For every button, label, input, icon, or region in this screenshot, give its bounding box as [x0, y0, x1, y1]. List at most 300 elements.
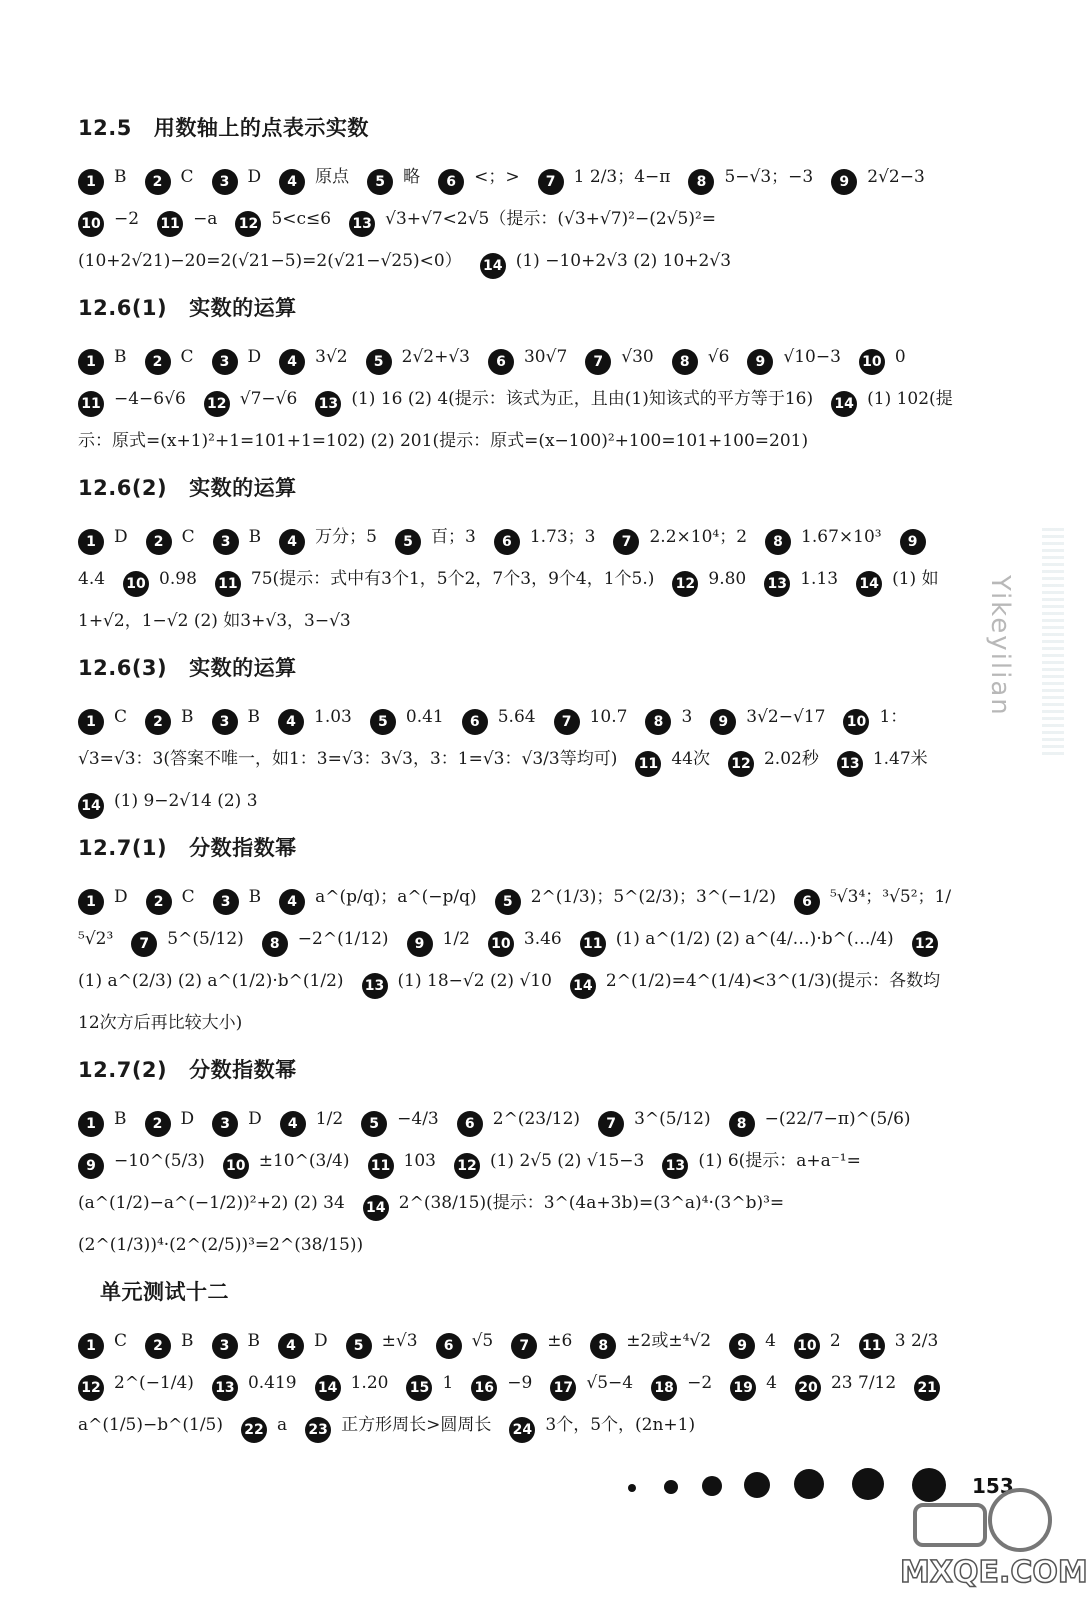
- question-number-badge: 10: [78, 211, 104, 237]
- answer-item: [795, 1373, 897, 1396]
- answer-item: [145, 1331, 194, 1354]
- section-title: [78, 112, 958, 142]
- answer-text: 1.73；3: [529, 527, 596, 547]
- question-number-badge: 10: [843, 709, 869, 735]
- answer-item: [859, 347, 906, 370]
- question-number-badge: 13: [212, 1375, 238, 1401]
- answer-text: 5−√3；−3: [724, 167, 814, 187]
- question-number-badge: 13: [315, 391, 341, 417]
- answer-item: [494, 527, 596, 550]
- question-number-badge: 17: [550, 1375, 576, 1401]
- answer-text: 2^(38/15)(提示：3^(4a+3b)=(3^a)⁴·(3^b)³=(2^(1/3))⁴·(2^(2/5))³=2^(38/15)): [78, 1193, 785, 1255]
- answer-text: ±√3: [381, 1331, 418, 1351]
- question-number-badge: 10: [223, 1153, 249, 1179]
- section-title: [78, 652, 958, 682]
- answer-item: [672, 347, 730, 370]
- answer-text: 75(提示：式中有3个1，5个2，7个3，9个4，1个5.): [250, 569, 655, 589]
- question-number-badge: 5: [395, 529, 421, 555]
- answer-item: [361, 1109, 439, 1132]
- question-number-badge: 3: [212, 1111, 238, 1137]
- question-number-badge: 8: [729, 1111, 755, 1137]
- answer-item: [729, 1109, 911, 1132]
- answer-section: [78, 1054, 958, 1266]
- answer-list: [78, 336, 958, 462]
- section-number: 12.6(1): [78, 296, 168, 320]
- answer-text: B: [114, 347, 127, 367]
- answer-item: [278, 1331, 328, 1354]
- answer-item: [278, 707, 352, 730]
- answer-text: 5.64: [497, 707, 536, 727]
- answer-text: 2^(23/12): [492, 1109, 581, 1129]
- question-number-badge: 8: [672, 349, 698, 375]
- question-number-badge: 12: [454, 1153, 480, 1179]
- answer-text: 9.80: [708, 569, 747, 589]
- answer-text: C: [181, 527, 195, 547]
- question-number-badge: 11: [157, 211, 183, 237]
- answer-item: [598, 1109, 711, 1132]
- answer-text: 103: [403, 1151, 436, 1171]
- answer-item: [78, 1373, 194, 1396]
- answer-text: B: [181, 1331, 194, 1351]
- dot: [852, 1468, 884, 1500]
- answer-text: B: [248, 527, 262, 547]
- question-number-badge: 7: [585, 349, 611, 375]
- answer-list: [78, 876, 958, 1044]
- answer-item: [212, 1373, 297, 1396]
- answer-text: 0: [894, 347, 906, 367]
- answer-text: √5: [471, 1331, 494, 1351]
- answer-item: [315, 1373, 389, 1396]
- answer-text: (1) a^(1/2) (2) a^(4/…)·b^(…/4): [615, 929, 894, 949]
- watermark-text: MXQE.COM: [900, 1555, 1088, 1590]
- answer-item: [538, 167, 671, 190]
- answer-section: [78, 292, 958, 462]
- answer-text: 2√2−3: [867, 167, 925, 187]
- question-number-badge: 6: [462, 709, 488, 735]
- answer-item: [730, 1373, 777, 1396]
- question-number-badge: 7: [554, 709, 580, 735]
- answer-item: [728, 749, 819, 772]
- answer-item: [78, 707, 128, 730]
- answer-item: [462, 707, 536, 730]
- question-number-badge: 23: [305, 1417, 331, 1443]
- answer-item: [480, 251, 732, 274]
- answer-item: [859, 1331, 939, 1354]
- answer-text: 2^(−1/4): [114, 1373, 194, 1393]
- question-number-badge: 12: [912, 931, 938, 957]
- question-number-badge: 1: [78, 169, 104, 195]
- question-number-badge: 11: [859, 1333, 885, 1359]
- question-number-badge: 18: [651, 1375, 677, 1401]
- question-number-badge: 9: [407, 931, 433, 957]
- answer-text: √3+√7<2√5（提示：(√3+√7)²−(2√5)²=(10+2√21)−20=2(√21−5)=2(√21−√25)<0）: [78, 209, 717, 271]
- answer-text: 44次: [671, 749, 710, 769]
- question-number-badge: 9: [831, 169, 857, 195]
- answer-text: 略: [403, 167, 421, 187]
- answer-text: D: [114, 887, 128, 907]
- question-number-badge: 1: [78, 349, 104, 375]
- answer-text: 1 2/3；4−π: [573, 167, 671, 187]
- answer-text: 2√2+√3: [401, 347, 470, 367]
- answer-item: [438, 167, 520, 190]
- section-title: [78, 832, 958, 862]
- answer-text: √30: [621, 347, 654, 367]
- answer-item: [554, 707, 628, 730]
- section-heading: 实数的运算: [189, 656, 297, 680]
- answer-section: [78, 832, 958, 1044]
- answer-item: [550, 1373, 634, 1396]
- answer-section: [78, 472, 958, 642]
- answer-text: 3√2: [315, 347, 348, 367]
- answer-text: 3.46: [523, 929, 562, 949]
- answer-text: (1) 18−√2 (2) √10: [397, 971, 552, 991]
- answer-text: D: [247, 347, 262, 367]
- answer-text: C: [114, 707, 128, 727]
- answer-item: [315, 389, 814, 412]
- answer-text: B: [248, 887, 262, 907]
- answer-item: [204, 389, 298, 412]
- answer-text: −9: [507, 1373, 533, 1393]
- answer-item: [212, 167, 262, 190]
- answer-text: B: [181, 707, 194, 727]
- answer-text: (1) 9−2√14 (2) 3: [114, 791, 258, 811]
- answer-item: [215, 569, 655, 592]
- question-number-badge: 7: [511, 1333, 537, 1359]
- answer-list: [78, 156, 958, 282]
- answer-list: [78, 1320, 958, 1446]
- answer-text: (1) 6(提示：a+a⁻¹=(a^(1/2)−a^(−1/2))²+2) (2) 34: [78, 1151, 861, 1213]
- answer-text: 10.7: [589, 707, 628, 727]
- question-number-badge: 9: [747, 349, 773, 375]
- answer-list: [78, 1098, 958, 1266]
- answer-item: [78, 347, 127, 370]
- answer-text: 3个，5个，(2n+1): [545, 1415, 696, 1435]
- question-number-badge: 21: [914, 1375, 940, 1401]
- answer-text: C: [114, 1331, 128, 1351]
- section-heading: 实数的运算: [189, 476, 297, 500]
- answer-text: <；>: [474, 167, 520, 187]
- dot: [628, 1484, 636, 1492]
- answer-text: 3√2−√17: [746, 707, 826, 727]
- section-number: 12.7(1): [78, 836, 168, 860]
- answer-item: [367, 167, 421, 190]
- question-number-badge: 16: [471, 1375, 497, 1401]
- answer-text: 30√7: [523, 347, 568, 367]
- question-number-badge: 6: [438, 169, 464, 195]
- answer-text: D: [314, 1331, 328, 1351]
- question-number-badge: 12: [672, 571, 698, 597]
- answer-section: [78, 1276, 958, 1446]
- answer-item: [511, 1331, 573, 1354]
- answer-text: 1: [442, 1373, 454, 1393]
- answer-item: [747, 347, 841, 370]
- answer-item: [495, 887, 776, 910]
- answer-text: 1/2: [315, 1109, 344, 1129]
- question-number-badge: 4: [279, 529, 305, 555]
- answer-item: [145, 167, 194, 190]
- answer-text: −2^(1/12): [297, 929, 389, 949]
- answer-item: [78, 791, 258, 814]
- question-number-badge: 5: [361, 1111, 387, 1137]
- answer-item: [590, 1331, 712, 1354]
- answer-text: C: [180, 347, 194, 367]
- answer-text: −4−6√6: [114, 389, 186, 409]
- answer-item: [585, 347, 654, 370]
- question-number-badge: 10: [488, 931, 514, 957]
- answer-item: [212, 1109, 262, 1132]
- question-number-badge: 7: [131, 931, 157, 957]
- answer-text: ±6: [547, 1331, 573, 1351]
- answer-page: [78, 112, 958, 1456]
- answer-text: 1.20: [350, 1373, 389, 1393]
- answer-text: 正方形周长>圆周长: [341, 1415, 492, 1435]
- question-number-badge: 8: [590, 1333, 616, 1359]
- question-number-badge: 7: [598, 1111, 624, 1137]
- question-number-badge: 13: [662, 1153, 688, 1179]
- question-number-badge: 5: [346, 1333, 372, 1359]
- question-number-badge: 5: [495, 889, 521, 915]
- answer-item: [212, 1331, 261, 1354]
- answer-text: D: [247, 167, 262, 187]
- question-number-badge: 5: [370, 709, 396, 735]
- answer-item: [279, 167, 350, 190]
- section-title: [78, 472, 958, 502]
- answer-item: [78, 167, 127, 190]
- answer-list: [78, 516, 958, 642]
- question-number-badge: 7: [538, 169, 564, 195]
- question-number-badge: 8: [262, 931, 288, 957]
- answer-text: B: [114, 1109, 127, 1129]
- question-number-badge: 4: [278, 709, 304, 735]
- answer-item: [366, 347, 470, 370]
- question-number-badge: 2: [145, 169, 171, 195]
- answer-text: 0.419: [247, 1373, 297, 1393]
- dot: [664, 1480, 678, 1494]
- answer-item: [688, 167, 814, 190]
- answer-item: [146, 527, 195, 550]
- answer-text: 4.4: [78, 569, 106, 589]
- answer-item: [262, 929, 389, 952]
- answer-item: [471, 1373, 533, 1396]
- question-number-badge: 8: [688, 169, 714, 195]
- question-number-badge: 12: [235, 211, 261, 237]
- answer-text: 2.02秒: [763, 749, 819, 769]
- answer-item: [794, 1331, 841, 1354]
- answer-item: [765, 527, 882, 550]
- question-number-badge: 9: [78, 1153, 104, 1179]
- answer-text: B: [114, 167, 127, 187]
- answer-item: [279, 347, 348, 370]
- answer-item: [457, 1109, 581, 1132]
- question-number-badge: 8: [645, 709, 671, 735]
- section-title: [78, 292, 958, 322]
- section-title: [78, 1054, 958, 1084]
- answer-item: [362, 971, 552, 994]
- answer-text: 1/2: [442, 929, 470, 949]
- answer-item: [146, 887, 195, 910]
- question-number-badge: 14: [480, 253, 506, 279]
- answer-text: (1) 102(提示：原式=(x+1)²+1=101+1=102) (2) 201(提示：原式=(x−100)²+100=101+100=201): [78, 389, 953, 451]
- answer-text: ±10^(3/4): [258, 1151, 350, 1171]
- answer-item: [635, 749, 710, 772]
- question-number-badge: 8: [765, 529, 791, 555]
- answer-item: [78, 1109, 127, 1132]
- answer-text: 万分；5: [315, 527, 377, 547]
- answer-text: √5−4: [586, 1373, 634, 1393]
- answer-text: a: [277, 1415, 288, 1435]
- answer-item: [78, 1151, 205, 1174]
- question-number-badge: 4: [278, 1333, 304, 1359]
- answer-text: −10^(5/3): [114, 1151, 205, 1171]
- answer-text: 1：√3=√3：3(答案不唯一，如1：3=√3：3√3，3：1=√3：√3/3等均可): [78, 707, 908, 769]
- answer-text: 1.13: [800, 569, 839, 589]
- answer-item: [613, 527, 748, 550]
- answer-text: √7−√6: [239, 389, 298, 409]
- answer-item: [213, 887, 262, 910]
- question-number-badge: 20: [795, 1375, 821, 1401]
- answer-text: 23 7/12: [830, 1373, 897, 1393]
- answer-item: [212, 707, 261, 730]
- side-watermark-text: Yikeyilian: [985, 575, 1015, 717]
- answer-text: −4/3: [397, 1109, 439, 1129]
- question-number-badge: 13: [349, 211, 375, 237]
- answer-text: −2: [114, 209, 140, 229]
- answer-section: [78, 652, 958, 822]
- answer-text: −(22/7−π)^(5/6): [764, 1109, 911, 1129]
- question-number-badge: 11: [368, 1153, 394, 1179]
- section-heading: 分数指数幂: [189, 1058, 297, 1082]
- question-number-badge: 15: [406, 1375, 432, 1401]
- answer-text: B: [247, 1331, 261, 1351]
- section-number: 12.6(3): [78, 656, 168, 680]
- question-number-badge: 3: [212, 349, 238, 375]
- answer-section: [78, 112, 958, 282]
- answer-item: [145, 1109, 195, 1132]
- answer-item: [157, 209, 218, 232]
- answer-text: (1) a^(2/3) (2) a^(1/2)·b^(1/2): [78, 971, 344, 991]
- answer-item: [280, 1109, 344, 1132]
- answer-item: [78, 1331, 128, 1354]
- question-number-badge: 4: [279, 169, 305, 195]
- answer-item: [488, 929, 562, 952]
- answer-text: 2.2×10⁴；2: [649, 527, 748, 547]
- answer-item: [710, 707, 826, 730]
- section-number: 12.7(2): [78, 1058, 168, 1082]
- answer-text: 4: [766, 1373, 777, 1393]
- answer-text: −a: [193, 209, 218, 229]
- question-number-badge: 11: [635, 751, 661, 777]
- section-heading: 单元测试十二: [100, 1280, 229, 1304]
- dot: [702, 1476, 722, 1496]
- question-number-badge: 12: [204, 391, 230, 417]
- answer-item: [509, 1415, 696, 1438]
- dot: [794, 1469, 824, 1499]
- question-number-badge: 9: [900, 529, 926, 555]
- answer-text: a^(p/q)；a^(−p/q): [315, 887, 477, 907]
- answer-item: [764, 569, 839, 592]
- answer-text: (1) 2√5 (2) √15−3: [489, 1151, 645, 1171]
- answer-text: (1) 如1+√2，1−√2 (2) 如3+√3，3−√3: [78, 569, 939, 631]
- answer-text: 4: [765, 1331, 776, 1351]
- question-number-badge: 6: [488, 349, 514, 375]
- question-number-badge: 12: [78, 1375, 104, 1401]
- answer-item: [78, 527, 128, 550]
- answer-text: D: [114, 527, 128, 547]
- answer-text: 5^(5/12): [167, 929, 244, 949]
- section-heading: 实数的运算: [189, 296, 297, 320]
- question-number-badge: 3: [212, 709, 238, 735]
- question-number-badge: 14: [831, 391, 857, 417]
- answer-item: [395, 527, 476, 550]
- answer-item: [213, 527, 262, 550]
- answer-text: −2: [687, 1373, 713, 1393]
- question-number-badge: 2: [145, 1333, 171, 1359]
- answer-item: [580, 929, 894, 952]
- answer-item: [123, 569, 197, 592]
- answer-text: (1) 16 (2) 4(提示：该式为正，且由(1)知该式的平方等于16): [351, 389, 814, 409]
- answer-item: [406, 1373, 454, 1396]
- question-number-badge: 4: [279, 889, 305, 915]
- answer-item: [78, 389, 186, 412]
- question-number-badge: 24: [509, 1417, 535, 1443]
- answer-text: 2^(1/3)；5^(2/3)；3^(−1/2): [530, 887, 776, 907]
- answer-text: 5<c≤6: [271, 209, 332, 229]
- answer-item: [370, 707, 444, 730]
- question-number-badge: 1: [78, 529, 104, 555]
- answer-text: 3: [681, 707, 693, 727]
- section-heading: 分数指数幂: [189, 836, 297, 860]
- question-number-badge: 2: [145, 349, 171, 375]
- question-number-badge: 6: [457, 1111, 483, 1137]
- answer-item: [837, 749, 928, 772]
- answer-text: 1.67×10³: [801, 527, 882, 547]
- question-number-badge: 13: [837, 751, 863, 777]
- answer-item: [672, 569, 747, 592]
- answer-item: [241, 1415, 288, 1438]
- question-number-badge: 3: [212, 1333, 238, 1359]
- question-number-badge: 9: [710, 709, 736, 735]
- answer-text: 1.47米: [872, 749, 928, 769]
- answer-item: [488, 347, 568, 370]
- answer-text: 0.98: [159, 569, 197, 589]
- answer-text: 1.03: [314, 707, 352, 727]
- answer-text: a^(1/5)−b^(1/5): [78, 1415, 223, 1435]
- question-number-badge: 14: [363, 1195, 389, 1221]
- answer-text: 百；3: [430, 527, 476, 547]
- answer-text: 3 2/3: [894, 1331, 939, 1351]
- question-number-badge: 14: [315, 1375, 341, 1401]
- question-number-badge: 11: [78, 391, 104, 417]
- answer-text: 原点: [315, 167, 350, 187]
- answer-item: [368, 1151, 436, 1174]
- answer-item: [436, 1331, 494, 1354]
- answer-item: [235, 209, 332, 232]
- page-number: 153: [972, 1474, 1014, 1498]
- question-number-badge: 22: [241, 1417, 267, 1443]
- section-title: [78, 1276, 958, 1306]
- side-decoration: [1042, 525, 1064, 755]
- question-number-badge: 10: [859, 349, 885, 375]
- question-number-badge: 6: [494, 529, 520, 555]
- answer-item: [145, 347, 194, 370]
- answer-text: 2: [829, 1331, 841, 1351]
- question-number-badge: 7: [613, 529, 639, 555]
- answer-text: 3^(5/12): [634, 1109, 711, 1129]
- question-number-badge: 2: [146, 529, 172, 555]
- question-number-badge: 1: [78, 889, 104, 915]
- question-number-badge: 6: [436, 1333, 462, 1359]
- question-number-badge: 10: [794, 1333, 820, 1359]
